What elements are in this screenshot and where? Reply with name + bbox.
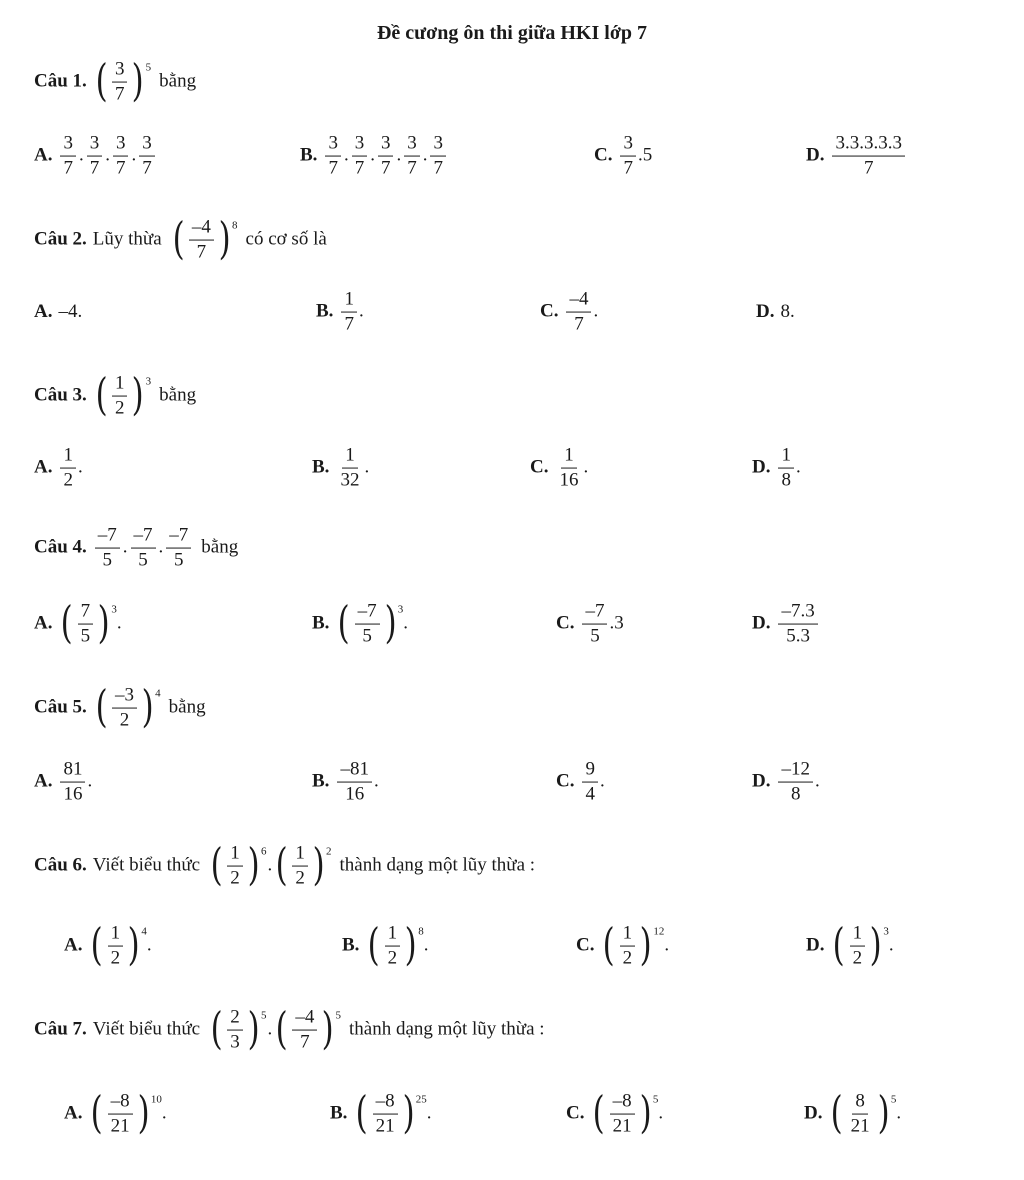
power-expression: ( $\frac{-8}{21}$ ) $^{25}$ bbox=[356, 1088, 427, 1139]
power-expression: ( $\frac{7}{5}$ ) $^3$ bbox=[61, 598, 117, 649]
power-expression: ( $\frac{1}{2}$ ) $^{12}$ bbox=[603, 920, 665, 971]
option-d[interactable]: D. $\frac{3.3.3.3.3}{7}$ bbox=[806, 134, 907, 179]
fraction: $\frac{1}{2}$ bbox=[385, 924, 401, 969]
fraction: $\frac{1}{2}$ bbox=[60, 446, 76, 491]
question-label: Câu 2. bbox=[34, 229, 87, 250]
option-d[interactable]: D. $\frac{-12}{8}$ . bbox=[752, 758, 820, 805]
fraction: $\frac{1}{2}$ bbox=[292, 844, 308, 889]
fraction: $\frac{-4}{7}$ bbox=[292, 1008, 317, 1053]
question-stem bbox=[34, 526, 238, 571]
fraction: $\frac{-8}{21}$ bbox=[108, 1092, 133, 1137]
fraction: $\frac{9}{4}$ bbox=[582, 760, 598, 805]
option-c[interactable]: C. ( $\frac{-8}{21}$ ) $^5$ . bbox=[566, 1088, 664, 1139]
option-a[interactable]: A. $\frac{3}{7}$ . $\frac{3}{7}$ . $\frac{3}{7}$ . $\frac{3}{7}$ bbox=[34, 134, 157, 179]
question-stem bbox=[34, 682, 206, 733]
fraction: $\frac{-4}{7}$ bbox=[566, 290, 591, 335]
option-b[interactable]: B. $\frac{-81}{16}$ . bbox=[312, 758, 379, 805]
option-b[interactable]: B. $\frac{1}{32}$ . bbox=[312, 444, 370, 491]
fraction: $\frac{3}{7}$ bbox=[325, 134, 341, 179]
power-expression: ( $\frac{-7}{5}$ ) $^3$ bbox=[338, 598, 404, 649]
fraction: $\frac{3}{7}$ bbox=[60, 134, 76, 179]
fraction: $\frac{-8}{21}$ bbox=[610, 1092, 635, 1137]
fraction: $\frac{-7}{5}$ bbox=[166, 526, 191, 571]
option-b[interactable]: B. ( $\frac{-7}{5}$ ) $^3$ . bbox=[312, 598, 409, 649]
stem-text: bằng bbox=[168, 697, 206, 718]
power-expression: ( $\frac{2}{3}$ ) $^5$ bbox=[210, 1004, 267, 1055]
repeated-product: $\frac{-7}{5}$ . $\frac{-7}{5}$ . $\frac{-7}{5}$ bbox=[93, 526, 194, 571]
fraction: $\frac{1}{32}$ bbox=[340, 444, 360, 491]
power-expression: ( $\frac{-8}{21}$ ) $^{10}$ bbox=[91, 1088, 162, 1139]
option-d[interactable]: D. ( $\frac{1}{2}$ ) $^3$ . bbox=[806, 920, 894, 971]
option-d[interactable]: D. ( $\frac{8}{21}$ ) $^5$ . bbox=[804, 1088, 902, 1139]
power-expression: ( $\frac{3}{7}$ ) $^5$ bbox=[95, 56, 152, 107]
fraction: $\frac{1}{2}$ bbox=[850, 924, 866, 969]
question-label: Câu 3. bbox=[34, 385, 87, 406]
fraction: $\frac{-7.3}{5.3}$ bbox=[778, 602, 817, 647]
stem-text: thành dạng một lũy thừa : bbox=[349, 1019, 545, 1040]
option-a[interactable]: A. ( $\frac{7}{5}$ ) $^3$ . bbox=[34, 598, 122, 649]
fraction: $\frac{1}{2}$ bbox=[227, 844, 243, 889]
question-label: Câu 5. bbox=[34, 697, 87, 718]
fraction: $\frac{1}{2}$ bbox=[620, 924, 636, 969]
stem-text: có cơ số là bbox=[245, 229, 327, 250]
fraction: $\frac{-7}{5}$ bbox=[582, 602, 607, 647]
option-b[interactable]: B. $\frac{1}{7}$ . bbox=[316, 288, 364, 335]
fraction: $\frac{8}{21}$ bbox=[850, 1090, 870, 1137]
option-d[interactable]: D. 8. bbox=[756, 301, 795, 322]
stem-text: Viết biểu thức bbox=[92, 855, 201, 876]
fraction: $\frac{3}{7}$ bbox=[404, 134, 420, 179]
power-expression: ( $\frac{1}{2}$ ) $^4$ bbox=[91, 920, 147, 971]
option-c[interactable]: C. $\frac{1}{16}$ . bbox=[530, 444, 589, 491]
fraction: $\frac{1}{8}$ bbox=[778, 446, 794, 491]
power-expression: ( $\frac{-4}{7}$ ) $^5$ bbox=[275, 1004, 342, 1055]
fraction: $\frac{1}{2}$ bbox=[112, 374, 128, 419]
option-a[interactable]: A. $\frac{81}{16}$ . bbox=[34, 758, 93, 805]
power-expression: ( $\frac{-8}{21}$ ) $^5$ bbox=[593, 1088, 659, 1139]
fraction: $\frac{3}{7}$ bbox=[113, 134, 129, 179]
fraction: $\frac{-12}{8}$ bbox=[778, 760, 813, 805]
power-expression: ( $\frac{1}{2}$ ) $^8$ bbox=[368, 920, 424, 971]
repeated-product: $\frac{3}{7}$ . $\frac{3}{7}$ . $\frac{3}{7}$ . $\frac{3}{7}$ bbox=[58, 134, 156, 179]
fraction: $\frac{3}{7}$ bbox=[112, 60, 128, 105]
power-expression: ( $\frac{1}{2}$ ) $^3$ bbox=[833, 920, 889, 971]
stem-text: Viết biểu thức bbox=[92, 1019, 201, 1040]
stem-text: bằng bbox=[159, 71, 197, 92]
power-expression: ( $\frac{1}{2}$ ) $^2$ bbox=[275, 840, 332, 891]
option-c[interactable]: C. $\frac{9}{4}$ . bbox=[556, 758, 605, 805]
fraction: $\frac{3}{7}$ bbox=[430, 134, 446, 179]
fraction: $\frac{-7}{5}$ bbox=[355, 602, 380, 647]
question-stem bbox=[34, 214, 327, 265]
option-c[interactable]: C. $\frac{-7}{5}$ .3 bbox=[556, 600, 624, 647]
option-d[interactable]: D. $\frac{1}{8}$ . bbox=[752, 444, 801, 491]
repeated-product: $\frac{3}{7}$ . $\frac{3}{7}$ . $\frac{3}{7}$ . $\frac{3}{7}$ . $\frac{3}{7}$ bbox=[323, 134, 448, 179]
fraction: $\frac{1}{7}$ bbox=[341, 290, 357, 335]
fraction: $\frac{3.3.3.3.3}{7}$ bbox=[832, 134, 905, 179]
power-expression: ( $\frac{1}{2}$ ) $^6$ bbox=[210, 840, 267, 891]
option-c[interactable]: C. $\frac{3}{7}$ .5 bbox=[594, 132, 653, 179]
fraction: $\frac{3}{7}$ bbox=[620, 134, 636, 179]
question-stem bbox=[34, 370, 197, 421]
fraction: $\frac{3}{7}$ bbox=[87, 134, 103, 179]
option-b[interactable]: B. ( $\frac{1}{2}$ ) $^8$ . bbox=[342, 920, 429, 971]
fraction: $\frac{3}{7}$ bbox=[378, 134, 394, 179]
page-title: Đề cương ôn thi giữa HKI lớp 7 bbox=[376, 22, 648, 44]
fraction: $\frac{81}{16}$ bbox=[60, 760, 85, 805]
stem-text: bằng bbox=[201, 537, 239, 558]
power-expression: ( $\frac{-3}{2}$ ) $^4$ bbox=[95, 682, 161, 733]
question-stem: Câu 6. Viết biểu thức ( $\frac{1}{2}$ ) $^6$ . ( $\frac{1}{2}$ ) $^2$ thành dạng một lũy thừa : bbox=[34, 840, 536, 891]
question-label: Câu 7. bbox=[34, 1019, 87, 1040]
option-b[interactable]: B. ( $\frac{-8}{21}$ ) $^{25}$ . bbox=[330, 1088, 432, 1139]
fraction: $\frac{-4}{7}$ bbox=[189, 218, 214, 263]
stem-text: bằng bbox=[159, 385, 197, 406]
option-c[interactable]: C. $\frac{-4}{7}$ . bbox=[540, 288, 599, 335]
fraction: $\frac{1}{2}$ bbox=[108, 924, 124, 969]
stem-text: thành dạng một lũy thừa : bbox=[339, 855, 536, 876]
question-stem: Câu 7. Viết biểu thức ( $\frac{2}{3}$ ) $^5$ . ( $\frac{-4}{7}$ ) $^5$ thành dạng một lũy thừa : bbox=[34, 1004, 545, 1055]
option-c[interactable]: C. ( $\frac{1}{2}$ ) $^{12}$ . bbox=[576, 920, 670, 971]
fraction: $\frac{3}{7}$ bbox=[352, 134, 368, 179]
fraction: $\frac{-7}{5}$ bbox=[131, 526, 156, 571]
question-label: Câu 6. bbox=[34, 855, 87, 876]
option-b[interactable]: B. $\frac{3}{7}$ . $\frac{3}{7}$ . $\frac{3}{7}$ . $\frac{3}{7}$ . $\frac{3}{7}$ bbox=[300, 134, 448, 179]
power-expression: ( $\frac{1}{2}$ ) $^3$ bbox=[95, 370, 152, 421]
option-a[interactable]: A. $\frac{1}{2}$ . bbox=[34, 444, 83, 491]
option-a[interactable]: A. –4. bbox=[34, 301, 83, 322]
question-label: Câu 4. bbox=[34, 537, 87, 558]
option-a[interactable]: A. ( $\frac{-8}{21}$ ) $^{10}$ . bbox=[64, 1088, 167, 1139]
fraction: $\frac{-81}{16}$ bbox=[337, 760, 372, 805]
option-d[interactable]: D. $\frac{-7.3}{5.3}$ bbox=[752, 602, 820, 647]
stem-text: Lũy thừa bbox=[92, 229, 162, 250]
question-stem bbox=[34, 56, 197, 107]
fraction: $\frac{-3}{2}$ bbox=[112, 686, 137, 731]
option-a[interactable]: A. ( $\frac{1}{2}$ ) $^4$ . bbox=[64, 920, 152, 971]
fraction: $\frac{2}{3}$ bbox=[227, 1008, 243, 1053]
fraction: $\frac{-7}{5}$ bbox=[95, 526, 120, 571]
power-expression: ( $\frac{8}{21}$ ) $^5$ bbox=[831, 1088, 897, 1139]
fraction: $\frac{3}{7}$ bbox=[139, 134, 155, 179]
question-label: Câu 1. bbox=[34, 71, 87, 92]
power-expression: ( $\frac{-4}{7}$ ) $^8$ bbox=[172, 214, 238, 265]
fraction: $\frac{7}{5}$ bbox=[78, 602, 94, 647]
fraction: $\frac{-8}{21}$ bbox=[373, 1092, 398, 1137]
fraction: $\frac{1}{16}$ bbox=[559, 444, 579, 491]
